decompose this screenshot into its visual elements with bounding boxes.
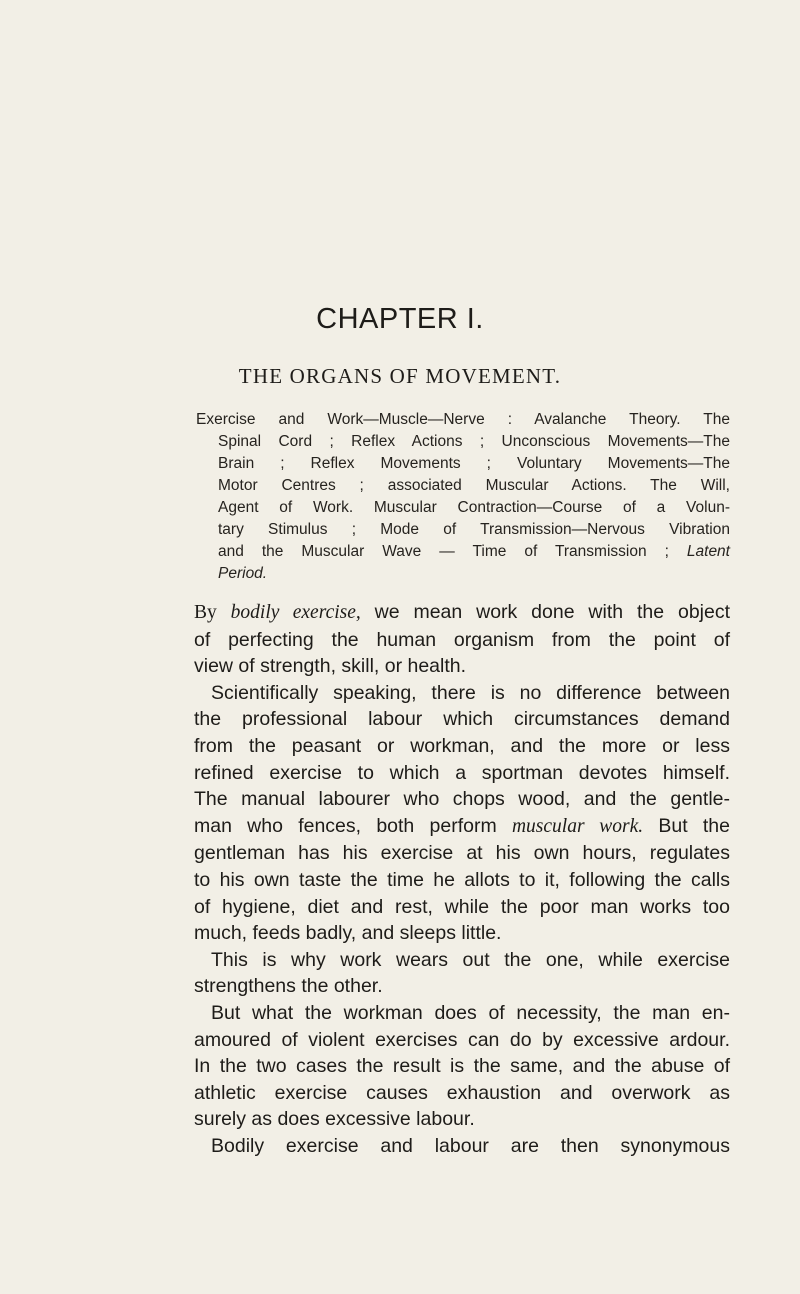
paragraph-line: the professional labour which circumstances demand [194, 708, 730, 731]
paragraph-line: The manual labourer who chops wood, and the gentle- [194, 788, 730, 811]
synopsis-italic-term: Latent [686, 543, 730, 560]
drop-word: By [194, 602, 217, 623]
synopsis-line: Agent of Work. Muscular Contraction—Course of a Volun- [218, 499, 730, 516]
paragraph-line: This is why work wears out the one, while exercise [211, 948, 730, 971]
synopsis-line: Brain ; Reflex Movements ; Voluntary Movements—The [218, 455, 730, 472]
paragraph-line: to his own taste the time he allots to it, following the calls [194, 868, 730, 891]
paragraph-line: much, feeds badly, and sleeps little. [194, 922, 502, 945]
chapter-heading: CHAPTER I. [316, 303, 484, 335]
paragraph-line: amoured of violent exercises can do by excessive ardour. [194, 1028, 730, 1051]
italic-term: muscular work. [511, 815, 644, 837]
paragraph-line: from the peasant or workman, and the more or less [194, 734, 730, 757]
paragraph-line [194, 599, 730, 627]
paragraph-line: view of strength, skill, or health. [194, 655, 467, 678]
synopsis-line: tary Stimulus ; Mode of Transmission—Nervous Vibration [218, 521, 730, 538]
italic-term: bodily exercise, [230, 602, 361, 623]
paragraph-line: of perfecting the human organism from the point of [194, 628, 730, 651]
paragraph-line: refined exercise to which a sportman devotes himself. [194, 761, 730, 784]
chapter-synopsis [196, 409, 730, 585]
paragraph-line: gentleman has his exercise at his own hours, regulates [194, 842, 730, 865]
synopsis-line: Motor Centres ; associated Muscular Actions. The Will, [218, 477, 730, 494]
paragraph-line: Bodily exercise and labour are then synonymous [211, 1134, 730, 1157]
paragraph-line: surely as does excessive labour. [194, 1108, 475, 1131]
paragraph-line: strengthens the other. [194, 975, 383, 998]
synopsis-line: Period. [218, 565, 268, 582]
line-text: we mean work done with the object [374, 601, 731, 623]
paragraph-line: athletic exercise causes exhaustion and overwork as [194, 1081, 730, 1104]
synopsis-line: Spinal Cord ; Reflex Actions ; Unconscious Movements—The [218, 433, 730, 450]
synopsis-line: Exercise and Work—Muscle—Nerve : Avalanche Theory. The [196, 411, 730, 428]
synopsis-line [218, 541, 730, 563]
synopsis-line-text: and the Muscular Wave — Time of Transmission ; [218, 543, 669, 560]
paragraph-line: Scientifically speaking, there is no difference between [211, 681, 730, 704]
paragraph-line: of hygiene, diet and rest, while the poor man works too [194, 895, 730, 918]
body-text [194, 599, 730, 1159]
paragraph-line: In the two cases the result is the same, and the abuse of [194, 1055, 730, 1078]
paragraph-line: But what the workman does of necessity, the man en- [211, 1001, 730, 1024]
paragraph-line [194, 813, 730, 841]
line-text: But the [658, 814, 730, 837]
chapter-title: THE ORGANS OF MOVEMENT. [238, 364, 562, 388]
line-text: man who fences, both perform [194, 814, 497, 837]
